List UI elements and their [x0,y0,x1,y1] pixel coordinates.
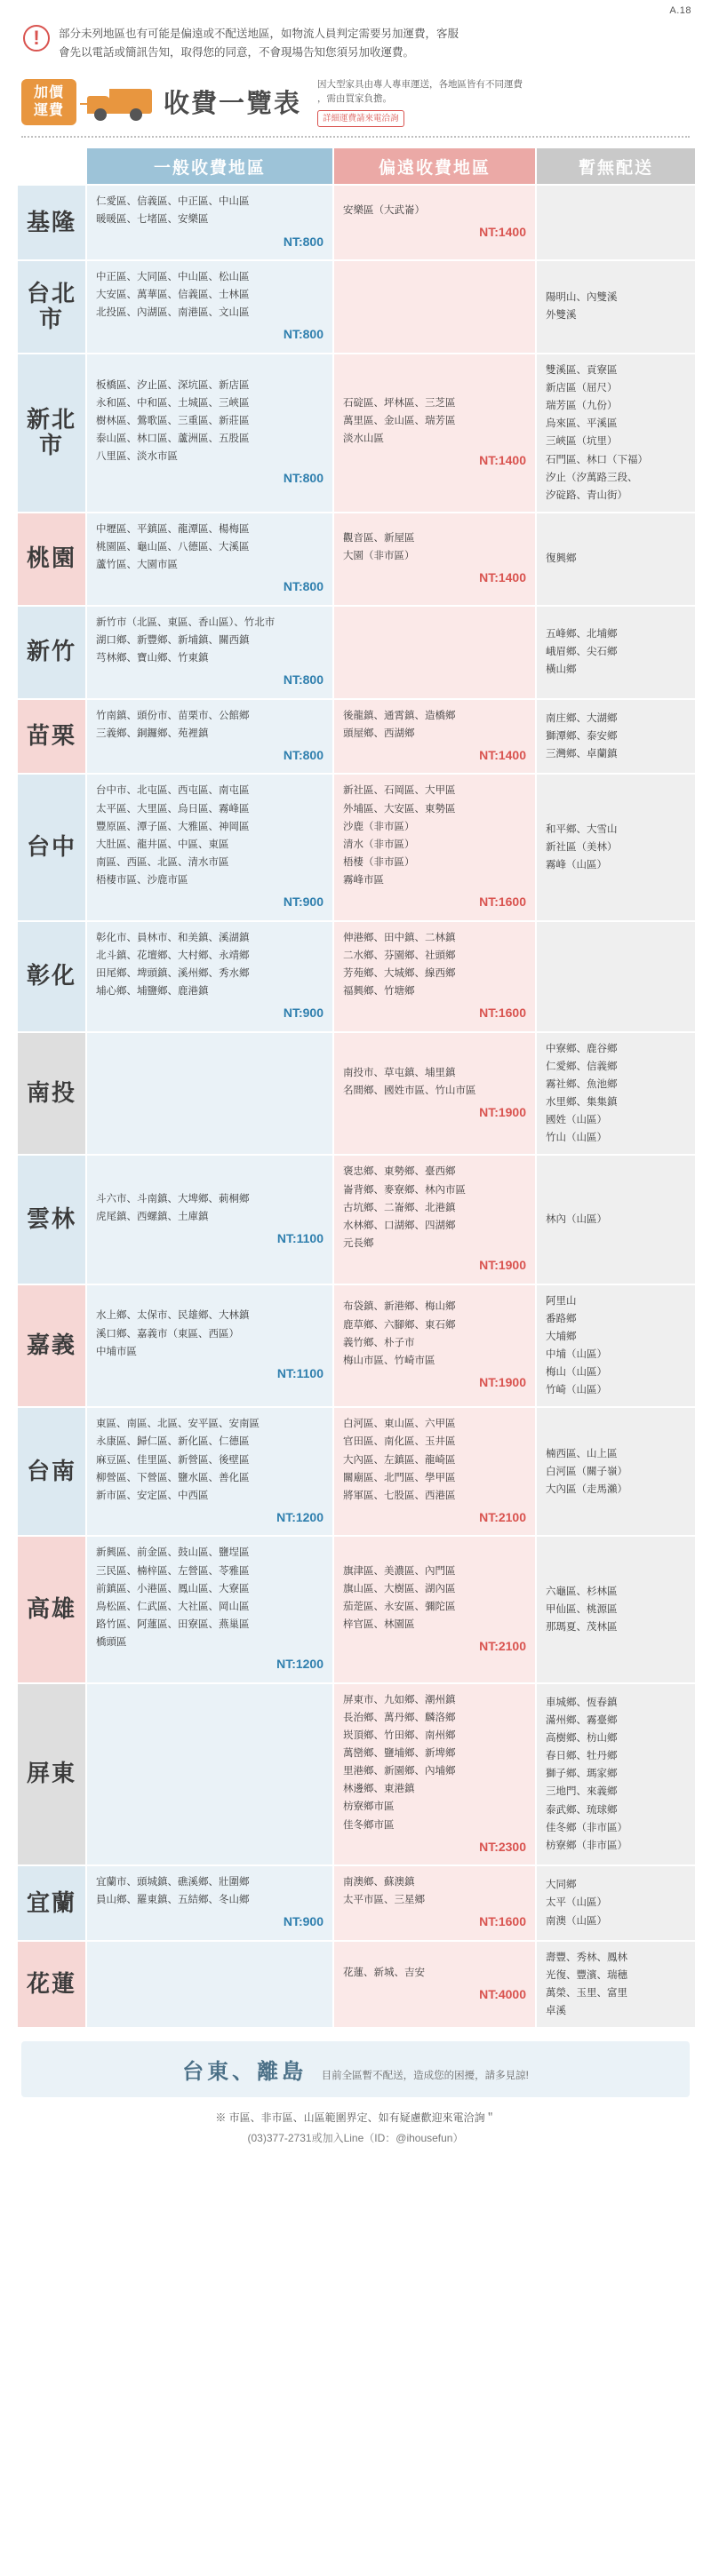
cell-remote [333,774,536,920]
cell-none [536,1536,696,1682]
footer-note [16,2108,695,2149]
region-label: 嘉義 [17,1284,86,1408]
notice-text [59,25,459,63]
title-note-line-1: 因大型家具由專人專車運送，各地區皆有不同運費 [317,78,523,90]
area-list: 車城鄉、恆春鎮 滿州鄉、霧臺鄉 高樹鄉、枋山鄉 春日鄉、牡丹鄉 獅子鄉、瑪家鄉 三地門、來義鄉 泰武鄉、琉球鄉 佳冬鄉（非市區） 枋寮鄉（非市區） [546,1697,627,1851]
cell-normal [86,185,333,260]
price-label: NT:1200 [276,1657,324,1672]
area-list: 竹南鎮、頭份市、苗栗市、公館鄉 三義鄉、銅鑼鄉、苑裡鎮 [96,710,250,739]
cell-remote [333,1407,536,1536]
price-label: NT:2100 [479,1509,526,1524]
area-list: 壽豐、秀林、鳳林 光復、豐濱、瑞穗 萬榮、玉里、富里 卓溪 [546,1952,627,2017]
area-list: 新竹市（北區、東區、香山區）、竹北市 湖口鄉、新豐鄉、新埔鎮、關西鎮 芎林鄉、寶山鄉、竹東鎮 [96,616,276,664]
price-label: NT:1600 [479,1914,526,1929]
footer-subtitle: 目前全區暫不配送，造成您的困擾，請多見諒! [321,2071,529,2082]
cell-none [536,1683,696,1866]
cell-remote [333,513,536,606]
cell-none [536,774,696,920]
cell-none [536,260,696,354]
price-label: NT:900 [283,1006,324,1021]
price-label: NT:800 [283,471,324,486]
table-row [17,260,696,354]
title-band [16,77,695,128]
cell-normal [86,921,333,1032]
region-label: 雲林 [17,1155,86,1284]
area-list: 台中市、北屯區、西屯區、南屯區 太平區、大里區、烏日區、霧峰區 豐原區、潭子區、大雅區、神岡區 大肚區、龍井區、中區、東區 南區、西區、北區、清水市區 梧棲市區、沙鹿市區 [96,785,250,886]
table-row [17,921,696,1032]
footer-note-line-1: ※ 市區、非市區、山區範圍界定、如有疑慮歡迎來電洽詢＂ [215,2111,496,2125]
cell-none [536,1032,696,1156]
table-row [17,774,696,920]
cell-remote [333,260,536,354]
cell-none [536,513,696,606]
cell-normal [86,1284,333,1408]
region-label: 花蓮 [17,1941,86,2029]
table-row [17,354,696,513]
price-label: NT:1100 [276,1230,324,1245]
area-list: 復興鄉 [546,553,577,565]
area-list: 南投市、草屯鎮、埔里鎮 名間鄉、國姓市區、竹山市區 [343,1067,476,1096]
price-label: NT:1400 [479,453,526,468]
page-code: A.18 [669,5,691,16]
region-label: 基隆 [17,185,86,260]
area-list: 板橋區、汐止區、深坑區、新店區 永和區、中和區、土城區、三峽區 樹林區、鶯歌區、三重區、新莊區 泰山區、林口區、蘆洲區、五股區 八里區、淡水市區 [96,379,250,463]
notice-line-1: 部分未列地區也有可能是偏遠或不配送地區，如物流人員判定需要另加運費，客服 [59,28,459,40]
contact-fee-button[interactable]: 詳細運費請來電洽詢 [317,110,404,127]
area-list: 伸港鄉、田中鎮、二林鎮 二水鄉、芬園鄉、社頭鄉 芳苑鄉、大城鄉、線西鄉 福興鄉、竹塘鄉 [343,932,456,998]
area-list: 林內（山區） [546,1213,607,1225]
area-list: 新興區、前金區、鼓山區、鹽埕區 三民區、楠梓區、左營區、苓雅區 前鎮區、小港區、鳳山區、大寮區 鳥松區、仁武區、大社區、岡山區 路竹區、阿蓮區、田寮區、燕巢區 橋頭區 [96,1547,250,1649]
delivery-truck-icon [87,83,153,121]
area-list: 觀音區、新屋區 大園（非市區） [343,532,415,562]
price-label: NT:800 [283,672,324,688]
table-row [17,1155,696,1284]
area-list: 南澳鄉、蘇澳鎮 太平市區、三星鄉 [343,1877,425,1906]
cell-remote [333,921,536,1032]
price-label: NT:1600 [479,894,526,910]
area-list: 阿里山 番路鄉 大埔鄉 中埔（山區） 梅山（山區） 竹崎（山區） [546,1295,607,1396]
area-list: 花蓮、新城、吉安 [343,1967,425,1978]
price-label: NT:1400 [479,747,526,762]
cell-normal [86,1941,333,2029]
price-label: NT:1200 [276,1509,324,1524]
area-list: 和平鄉、大雪山 新社區（美林） 霧峰（山區） [546,823,618,871]
cell-normal [86,1407,333,1536]
price-label: NT:2300 [479,1839,526,1854]
price-label: NT:1400 [479,570,526,585]
surcharge-badge [21,79,76,125]
table-row [17,1536,696,1682]
price-label: NT:2100 [479,1639,526,1654]
cell-normal [86,606,333,699]
cell-none [536,1284,696,1408]
cell-remote [333,1032,536,1156]
price-label: NT:900 [283,894,324,910]
cell-remote [333,1941,536,2029]
footer-note-line-2: (03)377-2731或加入Line（ID：@ihousefun） [247,2132,464,2145]
cell-remote [333,354,536,513]
area-list: 楠西區、山上區 白河區（關子嶺） 大內區（走馬瀨） [546,1448,627,1495]
cell-none [536,1155,696,1284]
table-row [17,1032,696,1156]
area-list: 中寮鄉、鹿谷鄉 仁愛鄉、信義鄉 霧社鄉、魚池鄉 水里鄉、集集鎮 國姓（山區） 竹山（山區） [546,1043,618,1144]
cell-none [536,606,696,699]
table-row [17,606,696,699]
area-list: 褒忠鄉、東勢鄉、臺西鄉 崙背鄉、麥寮鄉、林內市區 古坑鄉、二崙鄉、北港鎮 水林鄉、口湖鄉、四湖鄉 元長鄉 [343,1166,466,1249]
table-row [17,1407,696,1536]
cell-none [536,1865,696,1941]
area-list: 宜蘭市、頭城鎮、礁溪鄉、壯圍鄉 員山鄉、羅東鎮、五結鄉、冬山鄉 [96,1877,250,1906]
area-list: 石碇區、坪林區、三芝區 萬里區、金山區、瑞芳區 淡水山區 [343,397,456,445]
cell-normal [86,260,333,354]
cell-remote [333,1865,536,1941]
region-label: 台北 市 [17,260,86,354]
table-row [17,513,696,606]
price-label: NT:1600 [479,1006,526,1021]
area-list: 新社區、石岡區、大甲區 外埔區、大安區、東勢區 沙鹿（非市區） 清水（非市區） 梧棲（非市區） 霧峰市區 [343,785,456,886]
area-list: 布袋鎮、新港鄉、梅山鄉 鹿草鄉、六腳鄉、東石鄉 義竹鄉、朴子市 梅山市區、竹崎市區 [343,1301,456,1366]
region-label: 高雄 [17,1536,86,1682]
area-list: 仁愛區、信義區、中正區、中山區 暖暖區、七堵區、安樂區 [96,196,250,226]
table-row [17,185,696,260]
area-list: 水上鄉、太保市、民雄鄉、大林鎮 溪口鄉、嘉義市（東區、西區） 中埔市區 [96,1310,250,1357]
header-remote-area: 偏遠收費地區 [333,147,536,185]
fee-table [16,147,697,2029]
area-list: 旗津區、美濃區、內門區 旗山區、大樹區、湖內區 茄萣區、永安區、彌陀區 梓官區、林園區 [343,1565,456,1630]
price-label: NT:900 [283,1914,324,1929]
header-spacer [17,147,86,185]
cell-normal [86,1536,333,1682]
cell-normal [86,699,333,775]
region-label: 屏東 [17,1683,86,1866]
cell-normal [86,1155,333,1284]
table-header-row [17,147,696,185]
price-label: NT:1900 [479,1104,526,1119]
area-list: 屏東市、九如鄉、潮州鎮 長治鄉、萬丹鄉、麟洛鄉 崁頂鄉、竹田鄉、南州鄉 萬巒鄉、鹽埔鄉、新埤鄉 里港鄉、新園鄉、內埔鄉 林邊鄉、東港鎮 枋寮鄉市區 佳冬鄉市區 [343,1694,456,1831]
notice-line-2: 會先以電話或簡訊告知，取得您的同意，不會現場告知您須另加收運費。 [59,46,415,60]
price-label: NT:1900 [479,1374,526,1389]
exclamation-icon: ! [23,25,50,52]
cell-none [536,1941,696,2029]
taitung-islands-footer [21,2041,690,2097]
price-label: NT:800 [283,579,324,594]
page-title: 收費一覽表 [164,90,302,119]
cell-none [536,921,696,1032]
cell-remote [333,1536,536,1682]
price-label: NT:4000 [479,1986,526,2001]
region-label: 台南 [17,1407,86,1536]
area-list: 南庄鄉、大湖鄉 獅潭鄉、泰安鄉 三灣鄉、卓蘭鎮 [546,712,618,760]
table-row [17,1941,696,2029]
price-label: NT:800 [283,747,324,762]
cell-normal [86,774,333,920]
title-note [317,77,523,128]
cell-normal [86,1865,333,1941]
header-no-delivery: 暫無配送 [536,147,696,185]
title-note-line-2: ，需由買家負擔。 [317,93,393,105]
header-normal-area: 一般收費地區 [86,147,333,185]
cell-normal [86,513,333,606]
table-row [17,699,696,775]
area-list: 五峰鄉、北埔鄉 峨眉鄉、尖石鄉 橫山鄉 [546,629,618,676]
notice-banner [16,25,695,63]
cell-none [536,1407,696,1536]
divider [21,136,690,138]
table-row [17,1683,696,1866]
area-list: 後龍鎮、通霄鎮、造橋鄉 頭屋鄉、西湖鄉 [343,710,456,739]
price-label: NT:1100 [276,1365,324,1380]
area-list: 中正區、大同區、中山區、松山區 大安區、萬華區、信義區、士林區 北投區、內湖區、南港區、文山區 [96,272,250,319]
area-list: 大同鄉 太平（山區） 南澳（山區） [546,1880,607,1927]
region-label: 彰化 [17,921,86,1032]
region-label: 桃園 [17,513,86,606]
badge-line-1: 加價 [33,84,64,100]
cell-none [536,354,696,513]
region-label: 新北 市 [17,354,86,513]
price-label: NT:1900 [479,1258,526,1273]
table-row [17,1865,696,1941]
cell-none [536,185,696,260]
region-label: 新竹 [17,606,86,699]
cell-remote [333,1284,536,1408]
cell-remote [333,1155,536,1284]
area-list: 安樂區（大武崙） [343,205,425,217]
cell-remote [333,185,536,260]
area-list: 白河區、東山區、六甲區 官田區、南化區、玉井區 大內區、左鎮區、龍崎區 關廟區、北門區、學甲區 將軍區、七股區、西港區 [343,1419,456,1501]
region-label: 宜蘭 [17,1865,86,1941]
cell-normal [86,1683,333,1866]
region-label: 苗栗 [17,699,86,775]
badge-line-2: 運費 [33,102,64,118]
area-list: 中壢區、平鎮區、龍潭區、楊梅區 桃園區、龜山區、八德區、大溪區 蘆竹區、大園市區 [96,523,250,571]
cell-remote [333,1683,536,1866]
cell-normal [86,354,333,513]
area-list: 彰化市、員林市、和美鎮、溪湖鎮 北斗鎮、花壇鄉、大村鄉、永靖鄉 田尾鄉、埤頭鎮、溪州鄉、秀水鄉 埔心鄉、埔鹽鄉、鹿港鎮 [96,932,250,998]
area-list: 雙溪區、貢寮區 新店區（屈尺） 瑞芳區（九份） 烏來區、平溪區 三峽區（坑里） 石門區、林口（下福） 汐止（汐萬路三段、 汐碇路、青山街） [546,364,648,501]
price-label: NT:1400 [479,225,526,240]
price-label: NT:800 [283,234,324,249]
cell-remote [333,699,536,775]
area-list: 陽明山、內雙溪 外雙溪 [546,292,618,322]
region-label: 南投 [17,1032,86,1156]
area-list: 六龜區、杉林區 甲仙區、桃源區 那瑪夏、茂林區 [546,1586,618,1634]
area-list: 東區、南區、北區、安平區、安南區 永康區、歸仁區、新化區、仁德區 麻豆區、佳里區、新營區、後壁區 柳營區、下營區、鹽水區、善化區 新市區、安定區、中西區 [96,1419,260,1501]
table-row [17,1284,696,1408]
footer-title: 台東、離島 [182,2060,308,2085]
cell-normal [86,1032,333,1156]
cell-none [536,699,696,775]
price-label: NT:800 [283,327,324,342]
area-list: 斗六市、斗南鎮、大埤鄉、莿桐鄉 虎尾鎮、西螺鎮、土庫鎮 [96,1193,250,1222]
region-label: 台中 [17,774,86,920]
cell-remote [333,606,536,699]
